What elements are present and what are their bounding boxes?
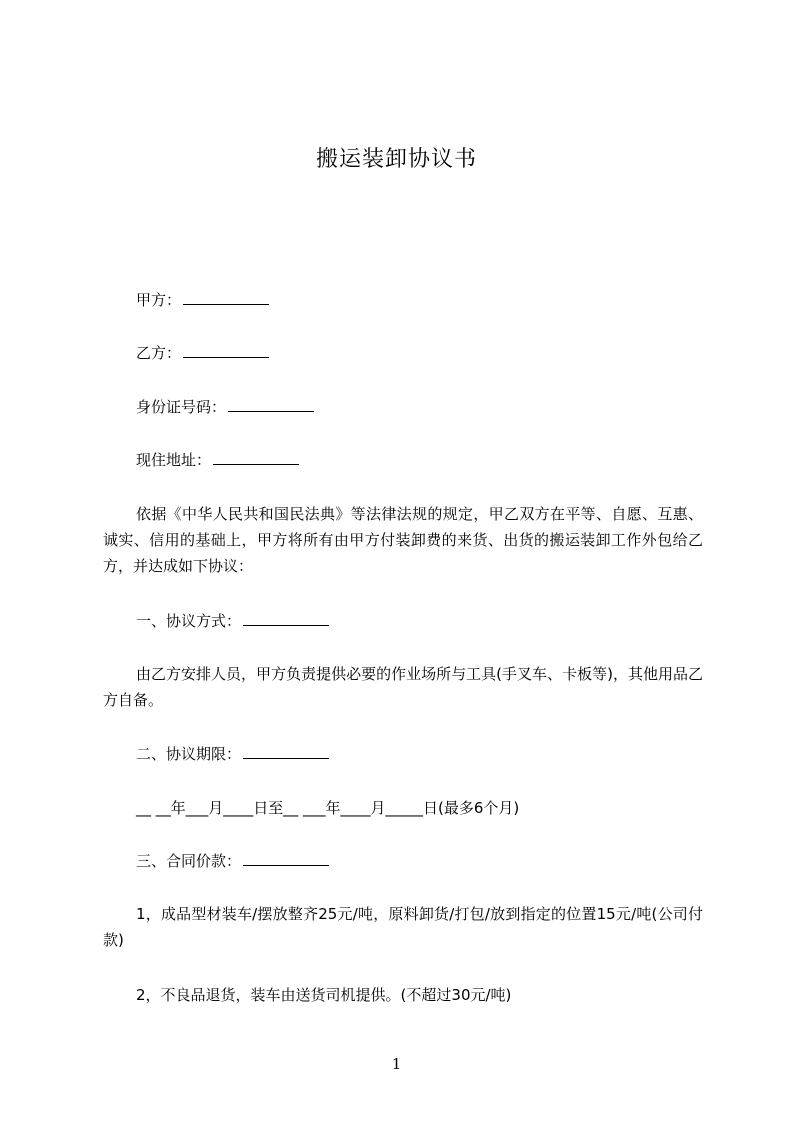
- section3-heading: [103, 848, 736, 874]
- section2-label: 二、协议期限：: [136, 745, 242, 763]
- section1-blank: [243, 611, 329, 626]
- section3-blank: [243, 851, 329, 866]
- section2-heading: [103, 741, 736, 767]
- party-b-label: 乙方：: [136, 344, 182, 362]
- party-b-line: [103, 340, 736, 366]
- address-label: 现住地址：: [136, 451, 212, 469]
- intro-paragraph: 依据《中华人民共和国民法典》等法律法规的规定，甲乙双方在平等、自愿、互惠、诚实、信用的基础上，甲方将所有由甲方付装卸费的来货、出货的搬运装卸工作外包给乙方，并达成如下协议：: [103, 505, 703, 575]
- id-number-line: [103, 394, 736, 420]
- page-number: 1: [391, 1055, 402, 1073]
- party-a-label: 甲方：: [136, 291, 182, 309]
- document-title: 搬运装卸协议书: [315, 147, 477, 172]
- address-line: [103, 447, 736, 473]
- section1-label: 一、协议方式：: [136, 612, 242, 630]
- section2-blank: [243, 744, 329, 759]
- party-a-line: [103, 287, 736, 313]
- address-blank: [213, 450, 299, 465]
- party-b-blank: [183, 343, 269, 358]
- section1-heading: [103, 608, 736, 634]
- price-item-1: 1，成品型材装车/摆放整齐25元/吨，原料卸货/打包/放到指定的位置15元/吨(公司付款): [103, 905, 703, 949]
- id-number-label: 身份证号码：: [136, 398, 227, 416]
- section3-label: 三、合同价款：: [136, 852, 242, 870]
- term-line: __ __年___月____日至__ ___年____月_____日(最多6个月): [136, 799, 520, 817]
- party-a-blank: [183, 290, 269, 305]
- id-number-blank: [228, 397, 314, 412]
- section1-paragraph: 由乙方安排人员，甲方负责提供必要的作业场所与工具(手叉车、卡板等)，其他用品乙方自备。: [103, 665, 703, 709]
- price-item-2: 2，不良品退货，装车由送货司机提供。(不超过30元/吨): [136, 986, 512, 1004]
